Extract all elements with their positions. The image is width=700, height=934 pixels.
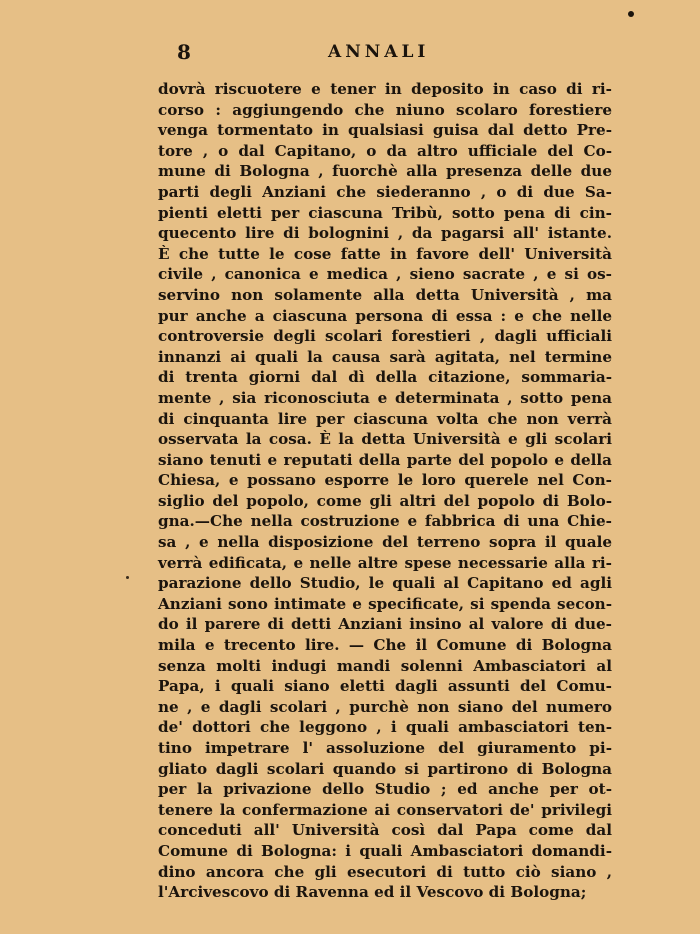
text-line: È che tutte le cose fatte in favore dell' Università — [158, 244, 612, 263]
text-line: civile , canonica e medica , sieno sacrate , e si os- — [158, 265, 612, 284]
text-line: pur anche a ciascuna persona di essa : e che nelle — [158, 306, 612, 325]
text-line: di trenta giorni dal dì della citazione, sommaria- — [158, 368, 612, 387]
text-line: gna.—Che nella costruzione e fabbrica di una Chie- — [158, 512, 612, 531]
ink-speck — [628, 11, 634, 17]
text-line: de' dottori che leggono , i quali ambasciatori ten- — [158, 718, 612, 737]
text-line: venga tormentato in qualsiasi guisa dal detto Pre- — [158, 121, 612, 140]
text-line: tore , o dal Capitano, o da altro ufficiale del Co- — [158, 141, 612, 160]
text-line: dino ancora che gli esecutori di tutto ciò siano , — [158, 862, 612, 881]
text-line: sa , e nella disposizione del terreno sopra il quale — [158, 533, 612, 552]
text-line: dovrà riscuotere e tener in deposito in caso di ri- — [158, 80, 612, 98]
text-line: corso : aggiungendo che niuno scolaro forestiere — [158, 100, 612, 119]
text-line: quecento lire di bolognini , da pagarsi all' istante. — [158, 224, 612, 243]
text-line: parazione dello Studio, le quali al Capitano ed agli — [158, 574, 612, 593]
text-line: servino non solamente alla detta Università , ma — [158, 285, 612, 304]
text-line: siano tenuti e reputati della parte del popolo e della — [158, 450, 612, 469]
page-number: 8 — [177, 40, 191, 64]
text-line: Papa, i quali siano eletti dagli assunti del Comu- — [158, 677, 612, 696]
text-line: mune di Bologna , fuorchè alla presenza delle due — [158, 162, 612, 181]
ink-speck — [126, 576, 129, 579]
text-line: l'Arcivescovo di Ravenna ed il Vescovo di Bologna; — [158, 883, 587, 902]
text-line: di cinquanta lire per ciascuna volta che non verrà — [158, 409, 612, 428]
text-line: mente , sia riconosciuta e determinata , sotto pena — [158, 388, 612, 407]
text-line: pienti eletti per ciascuna Tribù, sotto pena di cin- — [158, 203, 612, 222]
text-line: tino impetrare l' assoluzione del giuramento pi- — [158, 739, 612, 757]
page-header — [0, 39, 700, 65]
text-line: parti degli Anziani che siederanno , o di due Sa- — [158, 182, 612, 201]
text-line: tenere la confermazione ai conservatori de' privilegi — [158, 800, 612, 819]
running-title: ANNALI — [328, 42, 430, 62]
text-line: mila e trecento lire. — Che il Comune di Bologna — [158, 636, 612, 655]
text-line: ne , e dagli scolari , purchè non siano del numero — [158, 697, 612, 716]
text-line: conceduti all' Università così dal Papa come dal — [158, 821, 612, 840]
text-line: do il parere di detti Anziani insino al valore di due- — [158, 615, 612, 634]
text-line: Comune di Bologna: i quali Ambasciatori domandi- — [158, 841, 612, 860]
text-line: controversie degli scolari forestieri , dagli ufficiali — [158, 327, 612, 346]
text-line: osservata la cosa. È la detta Università e gli scolari — [158, 430, 612, 449]
text-line: Chiesa, e possano esporre le loro querele nel Con- — [158, 471, 612, 490]
text-line: verrà edificata, e nelle altre spese necessarie alla ri- — [158, 553, 612, 572]
text-line: siglio del popolo, come gli altri del popolo di Bolo- — [158, 491, 612, 510]
text-line: per la privazione dello Studio ; ed anche per ot- — [158, 780, 612, 799]
text-line: innanzi ai quali la causa sarà agitata, nel termine — [158, 347, 612, 366]
text-line: gliato dagli scolari quando si partirono di Bologna — [158, 759, 612, 778]
text-line: Anziani sono intimate e specificate, si spenda secon- — [158, 594, 612, 613]
body-text — [158, 79, 612, 903]
text-line: senza molti indugi mandi solenni Ambasciatori al — [158, 656, 612, 675]
